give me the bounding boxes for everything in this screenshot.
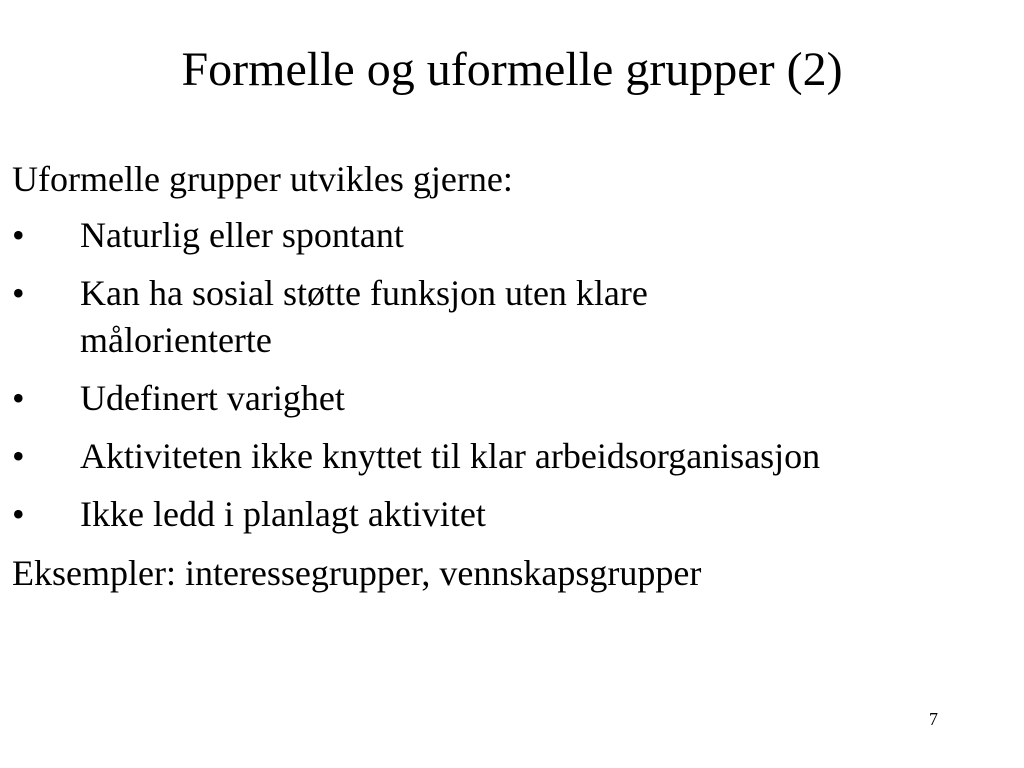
bullet-text: Kan ha sosial støtte funksjon uten klare målorienterte [80,273,648,360]
bullet-item [12,270,1012,364]
slide-title: Formelle og uformelle grupper (2) [181,43,843,96]
bullet-icon: • [12,215,25,255]
bullet-icon: • [12,273,25,313]
examples-text: Eksempler: interessegrupper, vennskapsgrupper [12,553,702,593]
intro-text: Uformelle grupper utvikles gjerne: [12,159,513,199]
bullet-item [12,433,1012,480]
page-number: 7 [929,709,938,729]
bullet-text: Ikke ledd i planlagt aktivitet [80,494,486,534]
bullet-text: Aktiviteten ikke knyttet til klar arbeidsorganisasjon [80,436,821,476]
bullet-icon: • [12,378,25,418]
bullet-icon: • [12,436,25,476]
bullet-text: Naturlig eller spontant [80,215,404,255]
bullet-text: Udefinert varighet [80,378,345,418]
bullet-item [12,491,1012,538]
slide-body [12,150,1012,602]
bullet-list [12,212,1012,538]
bullet-item [12,212,1012,259]
bullet-icon: • [12,494,25,534]
bullet-item [12,375,1012,422]
